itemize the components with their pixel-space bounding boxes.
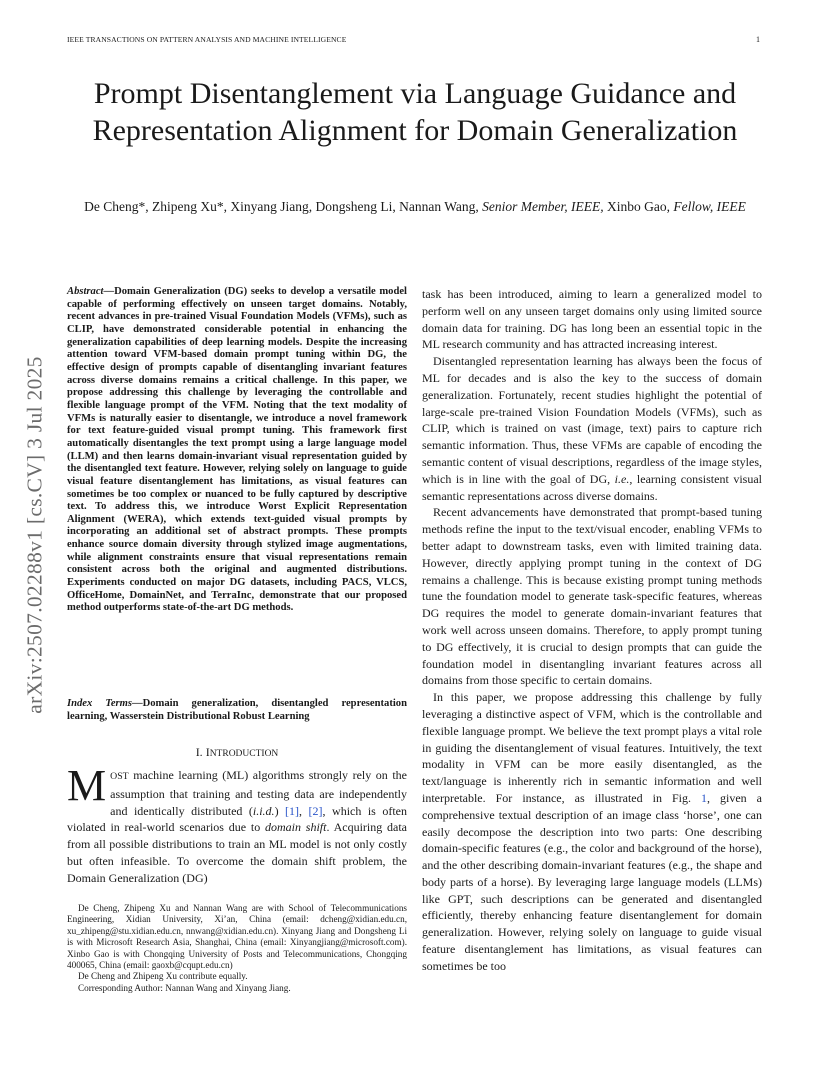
author-list [75, 196, 755, 217]
intro-text-2: ) [274, 803, 286, 818]
ie-term: i.e., [614, 471, 633, 486]
abstract-text: —Domain Generalization (DG) seeks to develop a versatile model capable of performing effectively on unseen target domains. Notably, recent advances in pre-trained Visual Foundation Models (VFMs), such as CLIP, have demonstrated considerable potential in enhancing the generalization capabilities of deep learning models. Despite the increasing attention toward VFM-based domain prompt tuning within DG, the effective design of prompts capable of disentangling invariant features across diverse domains remains a critical challenge. In this paper, we propose addressing this challenge by leveraging the controllable and flexible language prompt of the VFM. Noting that the text modality of VFMs is naturally easier to disentangle, we introduce a novel framework for text feature-guided visual prompt tuning. This framework first automatically disentangles the text prompt using a large language model (LLM) and then learns domain-invariant visual representation guided by the disentangled text feature. However, relying solely on language to guide visual feature disentanglement has limitations, as visual features can sometimes be too complex or nuanced to be fully captured by descriptive text. To address this, we introduce Worst Explicit Representation Alignment (WERA), which extends text-guided visual prompts by incorporating an additional set of abstract prompts. These prompts enhance source domain diversity through stylized image augmentations, while alignment constraints ensure that visual representations remain consistent across both the original and augmented distributions. Experiments conducted on major DG datasets, including PACS, VLCS, OfficeHome, DomainNet, and TerraInc, demonstrate that our proposed method outperforms state-of-the-art DG methods. [67, 286, 407, 614]
footnote-affiliations: De Cheng, Zhipeng Xu and Nannan Wang are with School of Telecommunications Engineering, Xidian University, Xi’an, China (email: dcheng@xidian.edu.cn, xu_zhipeng@stu.xidian.edu.cn, nnwang@xidian.edu.cn). Xinyang Jiang and Dongsheng Li is with Microsoft Research Asia, Shanghai, China (email: Xinyangjiang@microsoft.com). Xinbo Gao is with Chongqing University of Posts and Telecommunications, Chongqing 400065, China (email: gaoxb@cqupt.edu.cn) [67, 903, 407, 971]
index-terms-text: —Domain generalization, disentangled representation learning, Wasserstein Distributional Robust Learning [67, 698, 407, 722]
authors-role2: Fellow, IEEE [673, 199, 746, 214]
intro-lead: OST [110, 771, 129, 782]
authors-part1: De Cheng*, Zhipeng Xu*, Xinyang Jiang, Dongsheng Li, Nannan Wang, [84, 199, 479, 214]
intro-text-3: , which is often violated in real-world scenarios due to [67, 803, 407, 835]
section-title-first: I [205, 745, 210, 759]
running-header: IEEE TRANSACTIONS ON PATTERN ANALYSIS AND MACHINE INTELLIGENCE [67, 35, 347, 44]
arxiv-identifier [22, 300, 48, 770]
section-title-rest: NTRODUCTION [209, 749, 279, 759]
paragraph-text: Disentangled representation learning has always been the focus of ML for decades and is also the key to the success of domain generalization. Fortunately, recent studies highlight the potential of large-scale pre-trained Vision Foundation Models (VFMs), such as CLIP, which is trained on vast (image, text) pairs to capture rich semantic information. Thus, these VFMs are capable of encoding the semantic content of visual descriptions, regardless of the image styles, which is in line with the goal of DG, [422, 354, 762, 486]
paragraph: task has been introduced, aiming to learn a generalized model to perform well on any unseen target domains only using limited source domain data for training. DG has long been an essential topic in the ML research community and has attracted increasing interest. [422, 287, 762, 352]
intro-comma: , [299, 803, 309, 818]
paragraph-text: learning consistent visual semantic representations across diverse domains. [422, 471, 762, 503]
footnote-corresponding: Corresponding Author: Nannan Wang and Xinyang Jiang. [78, 982, 291, 993]
figure-link[interactable]: 1 [700, 790, 707, 805]
drop-cap: M [67, 761, 107, 810]
paragraph [422, 689, 762, 975]
paragraph: Recent advancements have demonstrated that prompt-based tuning methods refine the input to the text/visual encoder, enabling VFMs to better adapt to downstream tasks, even with limited training data. However, directly applying prompt tuning in the context of DG remains a challenge. This is because existing prompt tuning methods tune the foundation model to generate task-specific features, whereas DG requires the model to generate domain-invariant features that work well across unseen domains. Therefore, to apply prompt tuning to DG effectively, it is crucial to design prompts that can guide the foundation model in disentangling invariant features across all domains from those specific to certain domains. [422, 505, 762, 688]
arxiv-identifier-text: arXiv:2507.02288v1 [cs.CV] 3 Jul 2025 [22, 356, 47, 714]
paragraph [422, 353, 762, 504]
section-heading [67, 745, 407, 760]
domain-shift-term: domain shift [264, 820, 327, 835]
index-terms-label: Index Terms [67, 698, 133, 709]
index-terms [67, 698, 407, 723]
paper-title: Prompt Disentanglement via Language Guidance and Representation Alignment for Domain Generalization [92, 77, 738, 147]
intro-paragraph [67, 761, 408, 887]
citation-link[interactable]: [2] [308, 803, 323, 818]
footnotes [67, 903, 407, 994]
intro-text-4: . Acquiring data from all possible distributions to train an ML model is not only costly but often infeasible. To overcome the domain shift problem, the Domain Generalization (DG) [67, 820, 408, 885]
iid-term: i.i.d. [252, 803, 275, 818]
authors-role1: Senior Member, IEEE, [482, 199, 604, 214]
citation-link[interactable]: [1] [285, 803, 300, 818]
abstract-label: Abstract [67, 286, 104, 297]
section-number: I. [195, 745, 203, 759]
paragraph-text: , given a comprehensive textual description of an image class ‘horse’, one can easily decompose the description into two parts: One describing domain-specific features (e.g., the color and background of the horse), and the other describing domain-invariant features (e.g., the shape and body parts of a horse). By leveraging large language models (LLMs) like GPT, such descriptions can be generated and disentangled efficiently, thereby enhancing feature disentanglement for domain generalization. However, relying solely on language to guide visual feature disentanglement has limitations, as visual features can sometimes be too [422, 790, 762, 973]
authors-part2: Xinbo Gao, [606, 199, 670, 214]
page-number: 1 [756, 35, 760, 44]
right-column [422, 286, 762, 975]
abstract [67, 286, 407, 615]
paragraph-text: In this paper, we propose addressing this challenge by fully leveraging a distinctive aspect of VFM, which is the controllable and flexible language prompt. We believe the text prompt plays a vital role in guiding the disentanglement of visual features. Intuitively, the text modality in VFM can be more easily disentangled, as the text/language is inherently rich in semantic information and well interpretable. For instance, as illustrated in Fig. [422, 690, 762, 805]
footnote-equal-contribution: De Cheng and Zhipeng Xu contribute equally. [78, 971, 248, 982]
intro-text-1: machine learning (ML) algorithms strongly rely on the assumption that training and testing data are independently and identically distributed ( [110, 768, 407, 818]
